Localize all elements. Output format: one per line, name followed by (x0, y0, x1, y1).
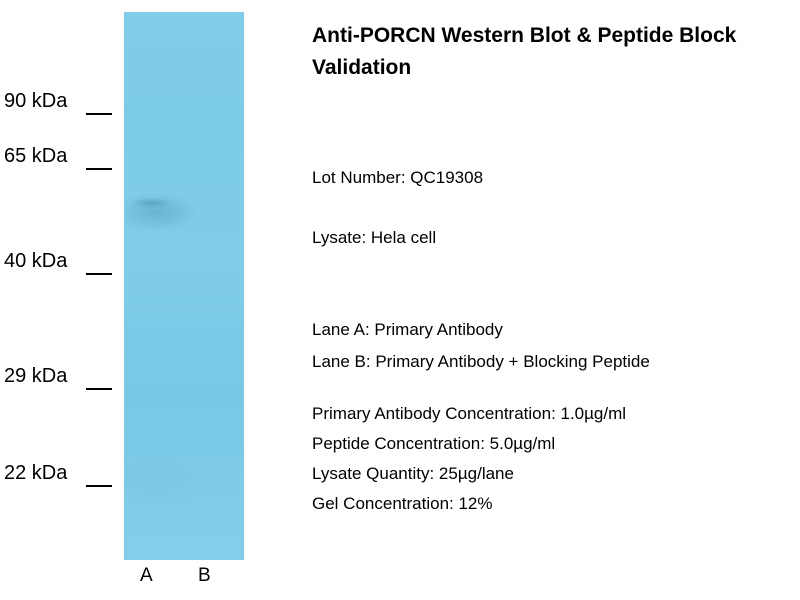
lysate-quantity-text: Lysate Quantity: 25µg/lane (312, 464, 514, 483)
blot-image-area (0, 0, 300, 600)
lane-label-b: B (198, 565, 211, 586)
lysate-text: Lysate: Hela cell (312, 228, 437, 247)
mw-marker-label-22: 22 kDa (4, 462, 68, 484)
mw-marker-label-40: 40 kDa (4, 250, 68, 272)
mw-marker-tick-65 (86, 168, 112, 170)
gel-concentration-text: Gel Concentration: 12% (312, 494, 493, 513)
mw-marker-label-29: 29 kDa (4, 365, 68, 387)
mw-marker-label-90: 90 kDa (4, 90, 68, 112)
primary-antibody-concentration-text: Primary Antibody Concentration: 1.0µg/ml (312, 404, 627, 423)
peptide-concentration-text: Peptide Concentration: 5.0µg/ml (312, 434, 556, 453)
lane-b-text: Lane B: Primary Antibody + Blocking Peptide (312, 352, 650, 371)
mw-marker-tick-22 (86, 485, 112, 487)
mw-marker-label-65: 65 kDa (4, 145, 68, 167)
lot-number-text: Lot Number: QC19308 (312, 168, 484, 187)
mw-marker-tick-90 (86, 113, 112, 115)
info-panel (312, 0, 800, 600)
lane-label-a: A (140, 565, 153, 586)
figure-title: Anti-PORCN Western Blot & Peptide Block Validation (312, 24, 737, 79)
mw-marker-tick-40 (86, 273, 112, 275)
lane-a-text: Lane A: Primary Antibody (312, 320, 503, 339)
mw-marker-tick-29 (86, 388, 112, 390)
gel-lane-background (124, 12, 244, 560)
protein-band (124, 196, 180, 210)
